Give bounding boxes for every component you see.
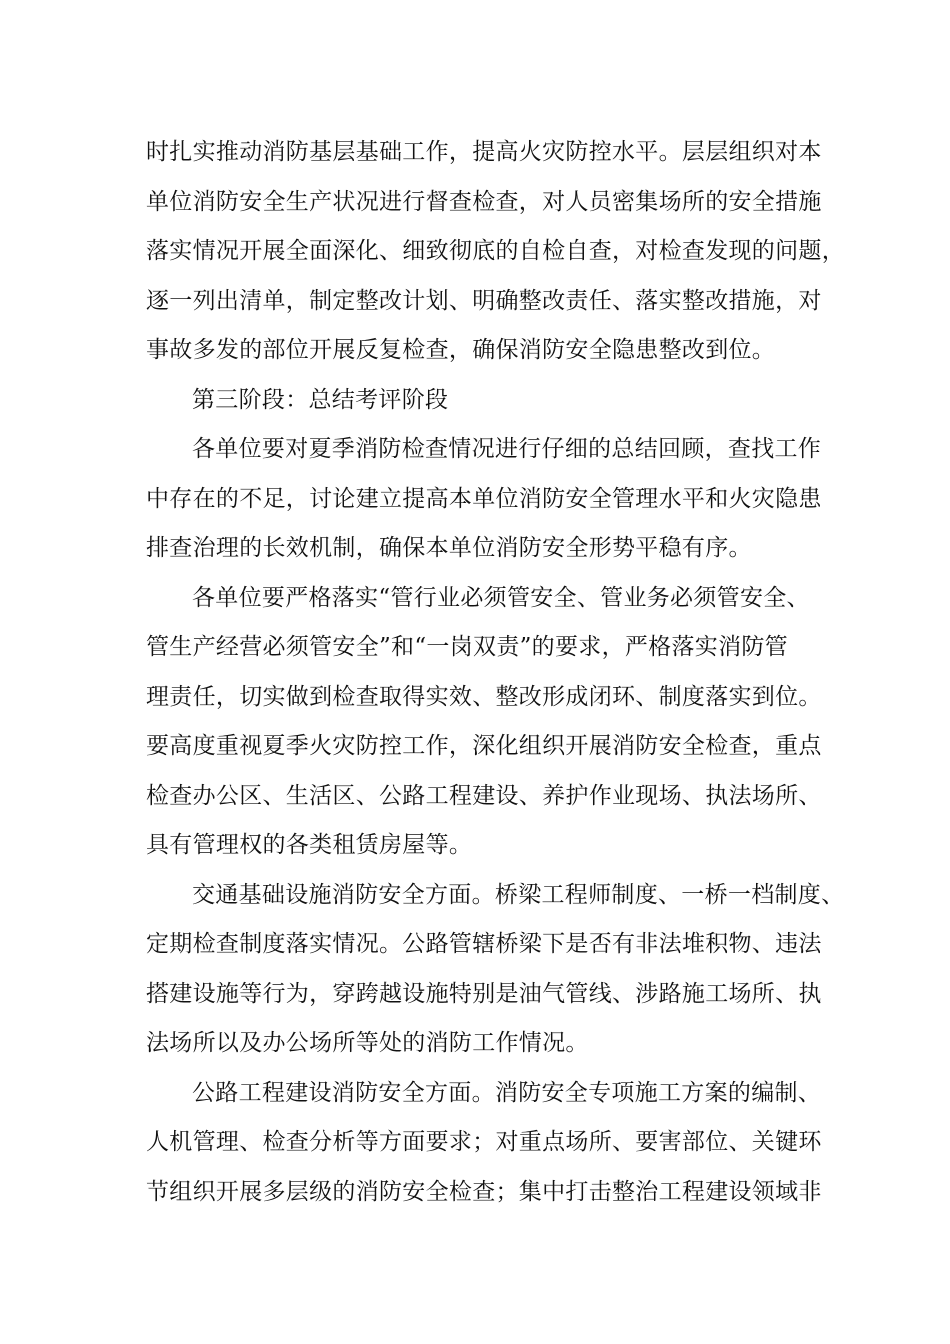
paragraph-line: 各单位要严格落实“管行业必须管安全、管业务必须管安全、 [192, 584, 810, 611]
paragraph-line: 管生产经营必须管安全”和“一岗双责”的要求，严格落实消防管 [146, 634, 788, 660]
paragraph-line: 单位消防安全生产状况进行督查检查，对人员密集场所的安全措施 [146, 188, 822, 215]
paragraph-line: 交通基础设施消防安全方面。桥梁工程师制度、一桥一档制度、 [192, 881, 845, 908]
paragraph-line: 逐一列出清单，制定整改计划、明确整改责任、落实整改措施，对 [146, 287, 822, 314]
paragraph-line: 落实情况开展全面深化、细致彻底的自检自查，对检查发现的问题， [146, 238, 845, 264]
paragraph-line: 中存在的不足，讨论建立提高本单位消防安全管理水平和火灾隐患 [146, 485, 822, 512]
paragraph-line: 定期检查制度落实情况。公路管辖桥梁下是否有非法堆积物、违法 [146, 931, 822, 957]
paragraph-line: 具有管理权的各类租赁房屋等。 [146, 832, 473, 858]
paragraph-line: 排查治理的长效机制，确保本单位消防安全形势平稳有序。 [146, 535, 752, 561]
paragraph-line: 各单位要对夏季消防检查情况进行仔细的总结回顾，查找工作 [192, 436, 822, 462]
paragraph-line: 搭建设施等行为，穿跨越设施特别是油气管线、涉路施工场所、执 [146, 980, 822, 1007]
section-heading: 第三阶段：总结考评阶段 [192, 386, 449, 413]
paragraph-line: 要高度重视夏季火灾防控工作，深化组织开展消防安全检查，重点 [146, 733, 822, 759]
paragraph-line: 公路工程建设消防安全方面。消防安全专项施工方案的编制、 [192, 1079, 822, 1106]
paragraph-line: 检查办公区、生活区、公路工程建设、养护作业现场、执法场所、 [146, 782, 822, 809]
paragraph-line: 事故多发的部位开展反复检查，确保消防安全隐患整改到位。 [146, 337, 776, 363]
paragraph-line: 理责任，切实做到检查取得实效、整改形成闭环、制度落实到位。 [146, 683, 822, 710]
paragraph-line: 时扎实推动消防基层基础工作，提高火灾防控水平。层层组织对本 [146, 139, 822, 165]
paragraph-line: 节组织开展多层级的消防安全检查；集中打击整治工程建设领域非 [146, 1178, 822, 1205]
paragraph-line: 人机管理、检查分析等方面要求；对重点场所、要害部位、关键环 [146, 1129, 822, 1155]
document-body [146, 128, 845, 1217]
paragraph-line: 法场所以及办公场所等处的消防工作情况。 [146, 1030, 589, 1056]
